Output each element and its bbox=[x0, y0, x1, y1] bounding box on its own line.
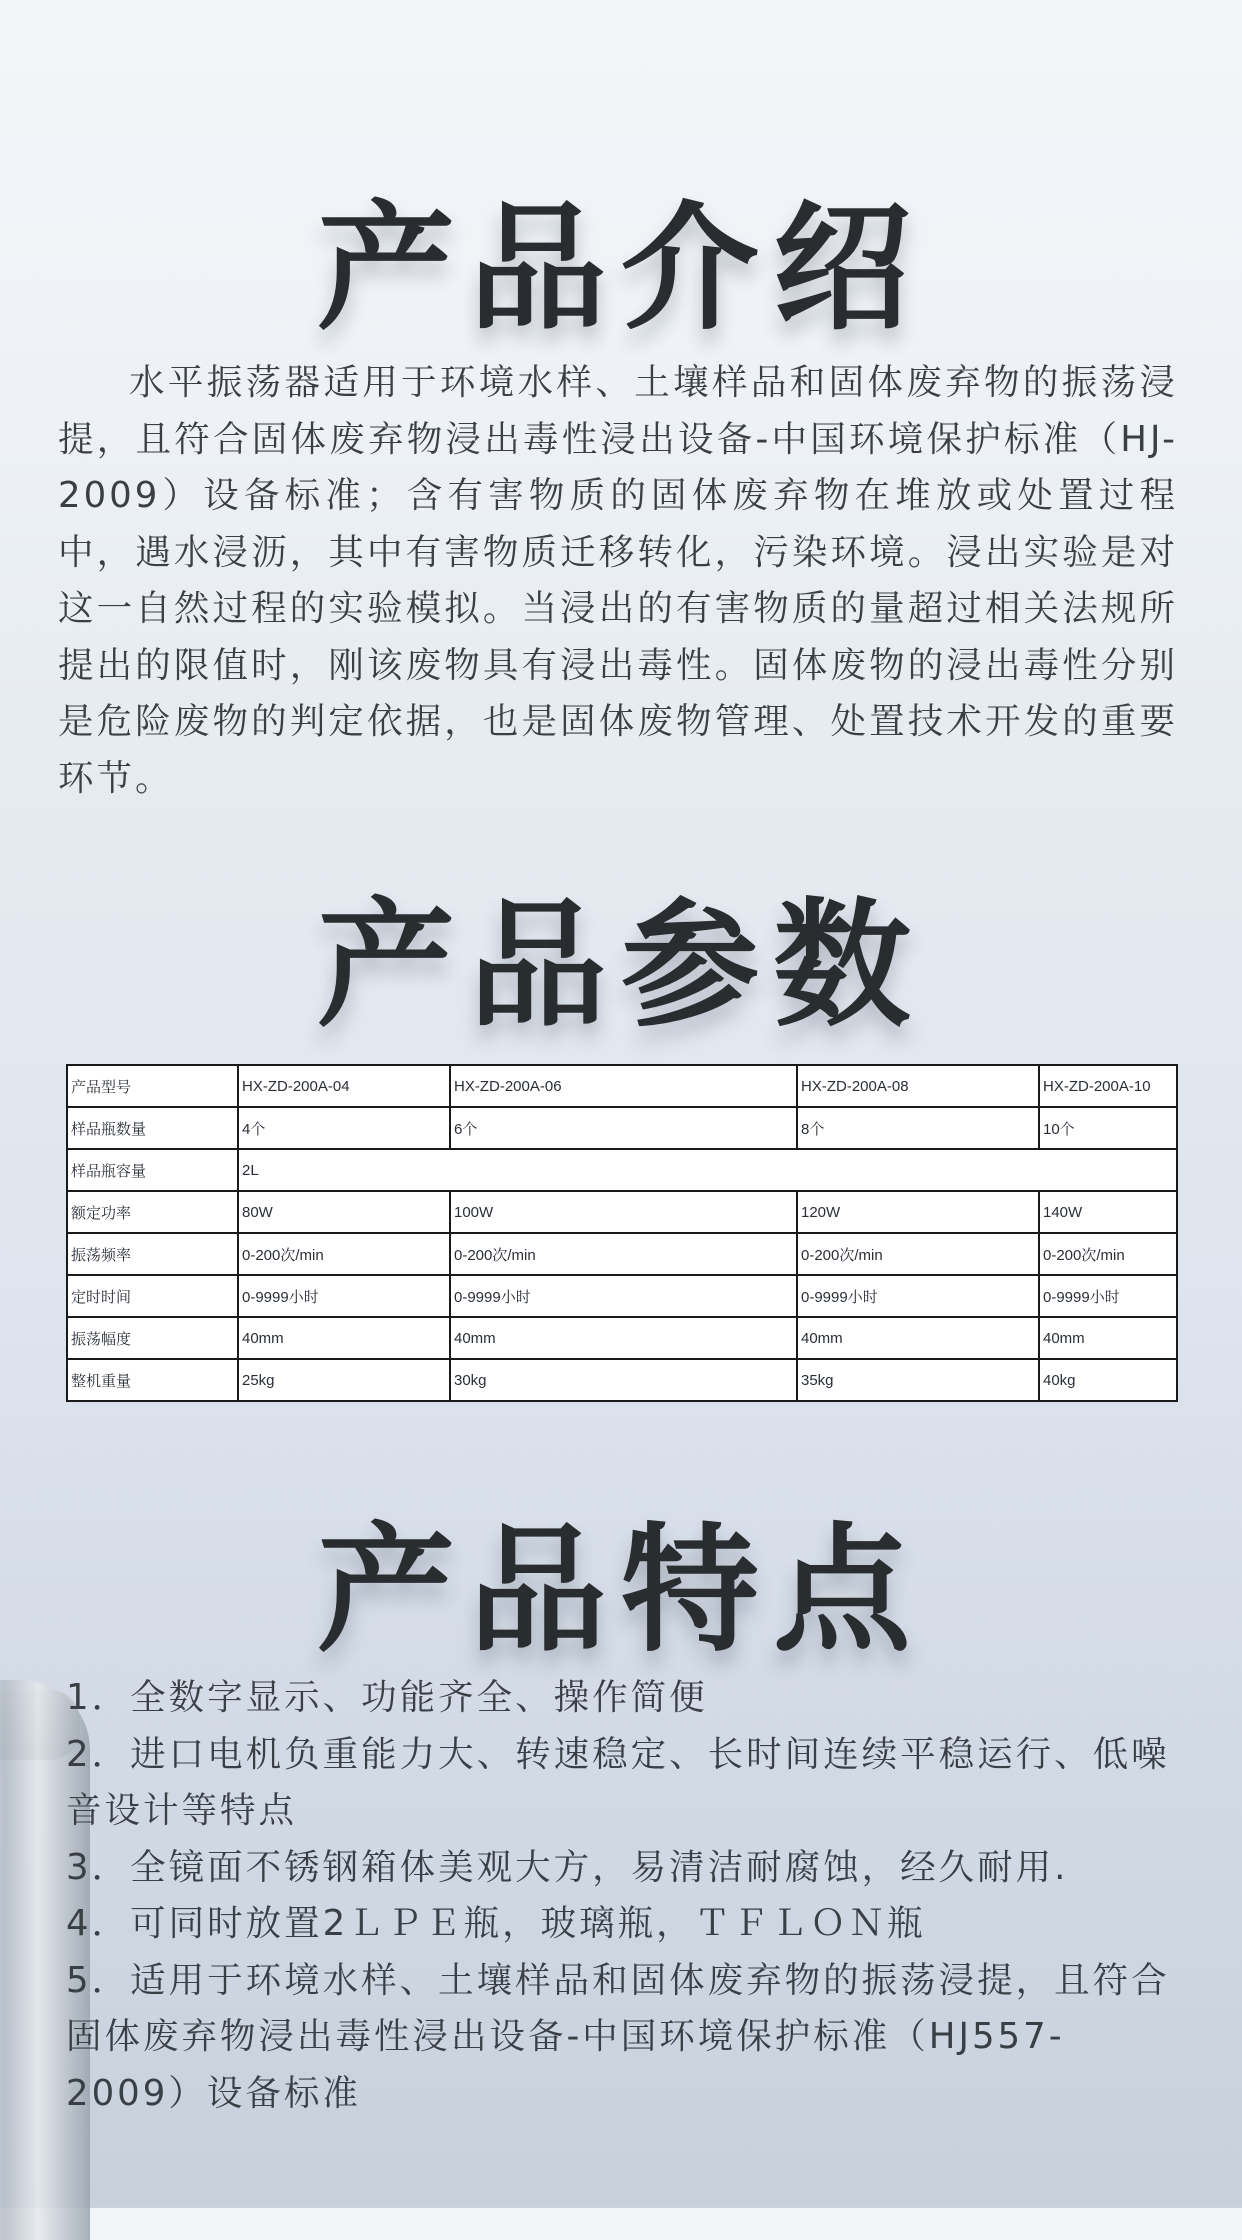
table-row bbox=[67, 1065, 1177, 1107]
table-cell: 0-9999小时 bbox=[797, 1275, 1039, 1317]
table-row bbox=[67, 1107, 1177, 1149]
feature-item: 1．全数字显示、功能齐全、操作简便 bbox=[66, 1677, 708, 1718]
table-cell: 30kg bbox=[450, 1359, 797, 1401]
table-cell: 0-200次/min bbox=[238, 1233, 450, 1275]
features-list bbox=[66, 1670, 1186, 2122]
table-row bbox=[67, 1191, 1177, 1233]
params-table bbox=[66, 1064, 1178, 1402]
table-cell: 0-200次/min bbox=[1039, 1233, 1177, 1275]
table-cell: HX-ZD-200A-10 bbox=[1039, 1065, 1177, 1107]
table-cell: HX-ZD-200A-08 bbox=[797, 1065, 1039, 1107]
table-cell: 40kg bbox=[1039, 1359, 1177, 1401]
row-label: 振荡幅度 bbox=[67, 1317, 238, 1359]
table-cell: 6个 bbox=[450, 1107, 797, 1149]
table-cell: 0-9999小时 bbox=[1039, 1275, 1177, 1317]
table-row bbox=[67, 1275, 1177, 1317]
row-label: 样品瓶容量 bbox=[67, 1149, 238, 1191]
intro-title: 产品介绍 bbox=[316, 188, 925, 349]
features-title: 产品特点 bbox=[316, 1510, 925, 1671]
row-label: 振荡频率 bbox=[67, 1233, 238, 1275]
feature-item: 4．可同时放置2ＬＰＥ瓶，玻璃瓶，ＴＦＬＯＮ瓶 bbox=[66, 1903, 926, 1944]
table-cell: 0-9999小时 bbox=[238, 1275, 450, 1317]
table-cell: 40mm bbox=[797, 1317, 1039, 1359]
table-cell: 0-9999小时 bbox=[450, 1275, 797, 1317]
feature-item: 5．适用于环境水样、土壤样品和固体废弃物的振荡浸提，且符合固体废弃物浸出毒性浸出设备-中国环境保护标准（HJ557-2009）设备标准 bbox=[66, 1959, 1170, 2114]
table-cell: HX-ZD-200A-04 bbox=[238, 1065, 450, 1107]
table-cell: 80W bbox=[238, 1191, 450, 1233]
feature-item: 2．进口电机负重能力大、转速稳定、长时间连续平稳运行、低噪音设计等特点 bbox=[66, 1733, 1170, 1831]
table-cell: 35kg bbox=[797, 1359, 1039, 1401]
table-cell: 140W bbox=[1039, 1191, 1177, 1233]
table-row bbox=[67, 1149, 1177, 1191]
table-cell: 40mm bbox=[1039, 1317, 1177, 1359]
table-cell: 8个 bbox=[797, 1107, 1039, 1149]
table-cell: 40mm bbox=[450, 1317, 797, 1359]
feature-item: 3．全镜面不锈钢箱体美观大方，易清洁耐腐蚀，经久耐用. bbox=[66, 1846, 1069, 1888]
table-cell: 10个 bbox=[1039, 1107, 1177, 1149]
table-cell: 0-200次/min bbox=[797, 1233, 1039, 1275]
row-label: 样品瓶数量 bbox=[67, 1107, 238, 1149]
intro-paragraph: 水平振荡器适用于环境水样、土壤样品和固体废弃物的振荡浸提，且符合固体废弃物浸出毒性浸出设备-中国环境保护标准（HJ-2009）设备标准；含有害物质的固体废弃物在堆放或处置过程中，遇水浸沥，其中有害物质迁移转化，污染环境。浸出实验是对这一自然过程的实验模拟。当浸出的有害物质的量超过相关法规所提出的限值时，刚该废物具有浸出毒性。固体废物的浸出毒性分别是危险废物的判定依据，也是固体废物管理、处置技术开发的重要环节。 bbox=[58, 362, 1178, 799]
table-row bbox=[67, 1359, 1177, 1401]
table-cell: 25kg bbox=[238, 1359, 450, 1401]
table-cell: 0-200次/min bbox=[450, 1233, 797, 1275]
table-cell: 120W bbox=[797, 1191, 1039, 1233]
row-label: 整机重量 bbox=[67, 1359, 238, 1401]
params-title: 产品参数 bbox=[316, 885, 925, 1046]
table-row bbox=[67, 1233, 1177, 1275]
table-cell: 40mm bbox=[238, 1317, 450, 1359]
row-label: 定时时间 bbox=[67, 1275, 238, 1317]
table-row bbox=[67, 1317, 1177, 1359]
row-label: 额定功率 bbox=[67, 1191, 238, 1233]
table-cell: 4个 bbox=[238, 1107, 450, 1149]
table-cell: 100W bbox=[450, 1191, 797, 1233]
row-label: 产品型号 bbox=[67, 1065, 238, 1107]
table-cell: HX-ZD-200A-06 bbox=[450, 1065, 797, 1107]
table-cell-merged: 2L bbox=[238, 1149, 1177, 1191]
